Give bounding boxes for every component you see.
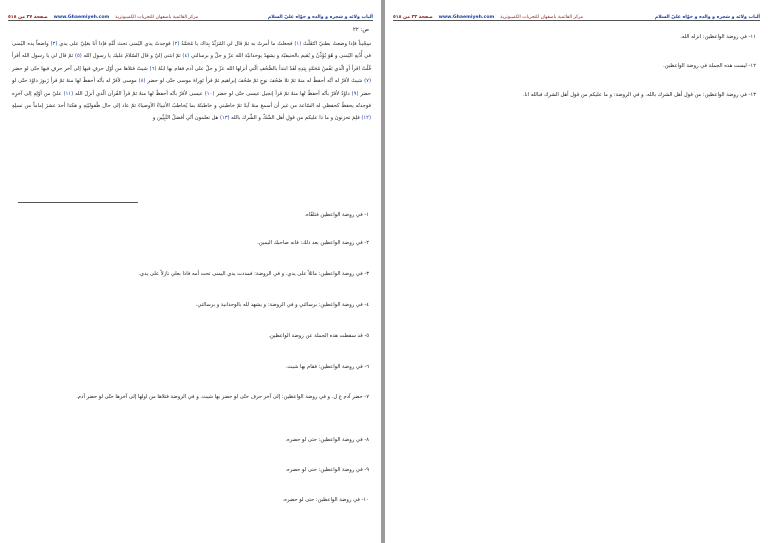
- footnote-ref[interactable]: (٥): [74, 53, 82, 60]
- footnote-ref[interactable]: (٦): [149, 65, 157, 72]
- header-page-label: صفحة ٣٣ من ٥١٨: [393, 15, 433, 20]
- footnote-2: ٢- في روضة الواعظين بعد ذلك: فانه صاحبك اليمين.: [257, 240, 369, 246]
- footnote-ref[interactable]: (١١): [63, 90, 74, 97]
- header-title: ألباب ولائه و شجره و والده و خوّاه عليّ السلام: [654, 15, 760, 20]
- page-header: [393, 11, 760, 21]
- footnote-6: ٦- في روضة الواعظين: فقام بها شيث.: [285, 364, 369, 370]
- footnote-7: ٧- حضر آدم ع ل. و في روضة الواعظين: إلى آخر حرف حتّى لو حضر بها شيث. و في الروضة فتلاها من اولها إلى آخرها حتّى لو حضر آدم.: [76, 394, 369, 400]
- footnote-9: ٩- في روضة الواعظين: حتى لو حضره.: [285, 467, 369, 473]
- footnote-ref[interactable]: (٧): [364, 78, 371, 85]
- footnote-12: ١٢- ليست هذه الجملة في روضة الواعظين.: [663, 63, 756, 69]
- footnote-ref[interactable]: (٢): [172, 41, 180, 47]
- header-site-link[interactable]: www.Ghaemiyeh.com: [438, 15, 495, 20]
- document-page-right: [385, 0, 768, 543]
- body-text: سِجّيناً فإذا وضعتُ بطنيّ انْتَقَلْتُ (١) فجعلتُ ما أمرتُ به ثمّ قال لي المُرَبِّدُ بِذاك يا مُحَمَّدُ (٢) فوجدتُ يدي اليُمنى تحتَ أمِّهِ فإذا أنا بعَلِيّ على يدي (٣) واضعاً يده اليُمنى في أُذُنِهِ اليُمنى و هُوَ يُؤَذِّنُ و يُقيم بالحنيفيّة و يشهدُ بوحدانيّة الله عزّ و جلّ و برسالتي (٤) ثمّ انثنى إليّ و قال السّلامُ عليك يا رسول الله (٥) ثمّ قال لي يا رسول الله أقرأ قُلْتُ اقرأ أو الّذي نَفْسُ مُحَمَّدٍ بِيَدِهِ لَقَدْ ابتدأ بالصُّحُفِ الّتي أنزلها الله عزّ و جلّ على آدم فقام بها ابنُهُ (٦) شيتٌ فتلاها من أوّل حرفٍ فيها إلى آخر حرفٍ فيها حتّى لو حضر (٧) شيتٌ لأقرّ له أنّه أحفظُ له منهُ ثمّ تلا صُحُفَ نوحٍ ثمّ صُحُفَ إبراهيم ثمّ قرأ تَوراةَ موسى حتّى لو حضر (٨) موسى لأقرّ له بأنّه أحفظُ لها منهُ ثمّ قرأ زَبورَ داوُدَ حتّى لو حضر (٩) داوُدُ لأقرّ بأنّه أحفظُ لها منهُ ثمّ قرأ إنجيل عيسى حتّى لو حضر (١٠) عيسى لأقرّ بأنّه أحفظُ لها منهُ ثمّ قرأ القُرآن الّذي أنزلَ الله (١١) عليّ من أوّلِهِ إلى آخرِه فوجدتُه يحفظُ كحفظي له السّاعة من غير أن أسمعَ منهُ آيةً ثمّ خاطبني و خاطبتُهُ بما يُخاطبُ الأنبياءُ الأوصياءَ ثمّ عاد إلى حال طُفوليّتِهِ و هكذا أحدَ عشرَ إماماً من نسلِهِ (١٢) فلِمَ تحزنونَ و ما ذا عليكم من قولِ أهل الشّكّ و الشِّرك بالله (١٣) هل تعلمون أنّي أفضلُ النَّبِيِّين و: [12, 41, 371, 122]
- document-page-left: [0, 0, 381, 543]
- footnote-ref[interactable]: (٨): [138, 78, 146, 85]
- footnote-separator: [18, 202, 138, 203]
- page-number: ص: ٢٢: [352, 27, 369, 33]
- footnote-3: ٣- في روضة الواعظين: مائلاً على يدي. و في الروضة: فمددت يدي اليمنى تحت أمه فاذا بعلي نازلاً على يدي.: [138, 271, 369, 277]
- footnote-ref[interactable]: (٩): [351, 90, 359, 97]
- footnote-ref[interactable]: (٤): [182, 53, 190, 60]
- footnote-13: ١٣- في روضة الواعظين: من قول أهل الشرك بالله. و في الروضة: و ما عليكم من قول أهل الشرك فبالله انا.: [522, 92, 756, 98]
- footnote-10: ١٠- في روضة الواعظين: حتى لو حضره.: [282, 497, 369, 503]
- footnote-ref[interactable]: (١٢): [361, 115, 371, 122]
- footnote-ref[interactable]: (١٠): [204, 90, 215, 97]
- header-page-label: صفحة ٣٧ من ٥١٨: [8, 15, 48, 20]
- footnote-ref[interactable]: (١٣): [219, 115, 230, 122]
- header-center: مركز القائمية باصفهان للتحريات الكمبيوترية: [115, 15, 199, 20]
- page-header: [8, 11, 373, 21]
- header-center: مركز القائمية باصفهان للتحريات الكمبيوترية: [500, 15, 584, 20]
- footnote-ref[interactable]: (١): [294, 41, 302, 47]
- footnote-4: ٤- في روضة الواعظين: برسالتي و في الروضة: و يشهد لله بالوحدانية و برسالتي.: [195, 302, 369, 308]
- header-title: ألباب ولائه و شجره و والده و خوّاه عليّ السلام: [267, 15, 373, 20]
- footnote-1: ١- في روضة الواعظين فتلقّاه.: [304, 212, 369, 218]
- header-site-link[interactable]: www.Ghaemiyeh.com: [53, 15, 110, 20]
- footnote-11: ١١- في روضة الواعظين: انزله الله.: [680, 34, 756, 40]
- footnote-5: ٥- قد سقطت هذه الجملة عن روضة الواعظين.: [268, 333, 369, 339]
- footnote-8: ٨- في روضة الواعظين: حتى لو حضره.: [285, 437, 369, 443]
- footnote-ref[interactable]: (٣): [50, 41, 58, 47]
